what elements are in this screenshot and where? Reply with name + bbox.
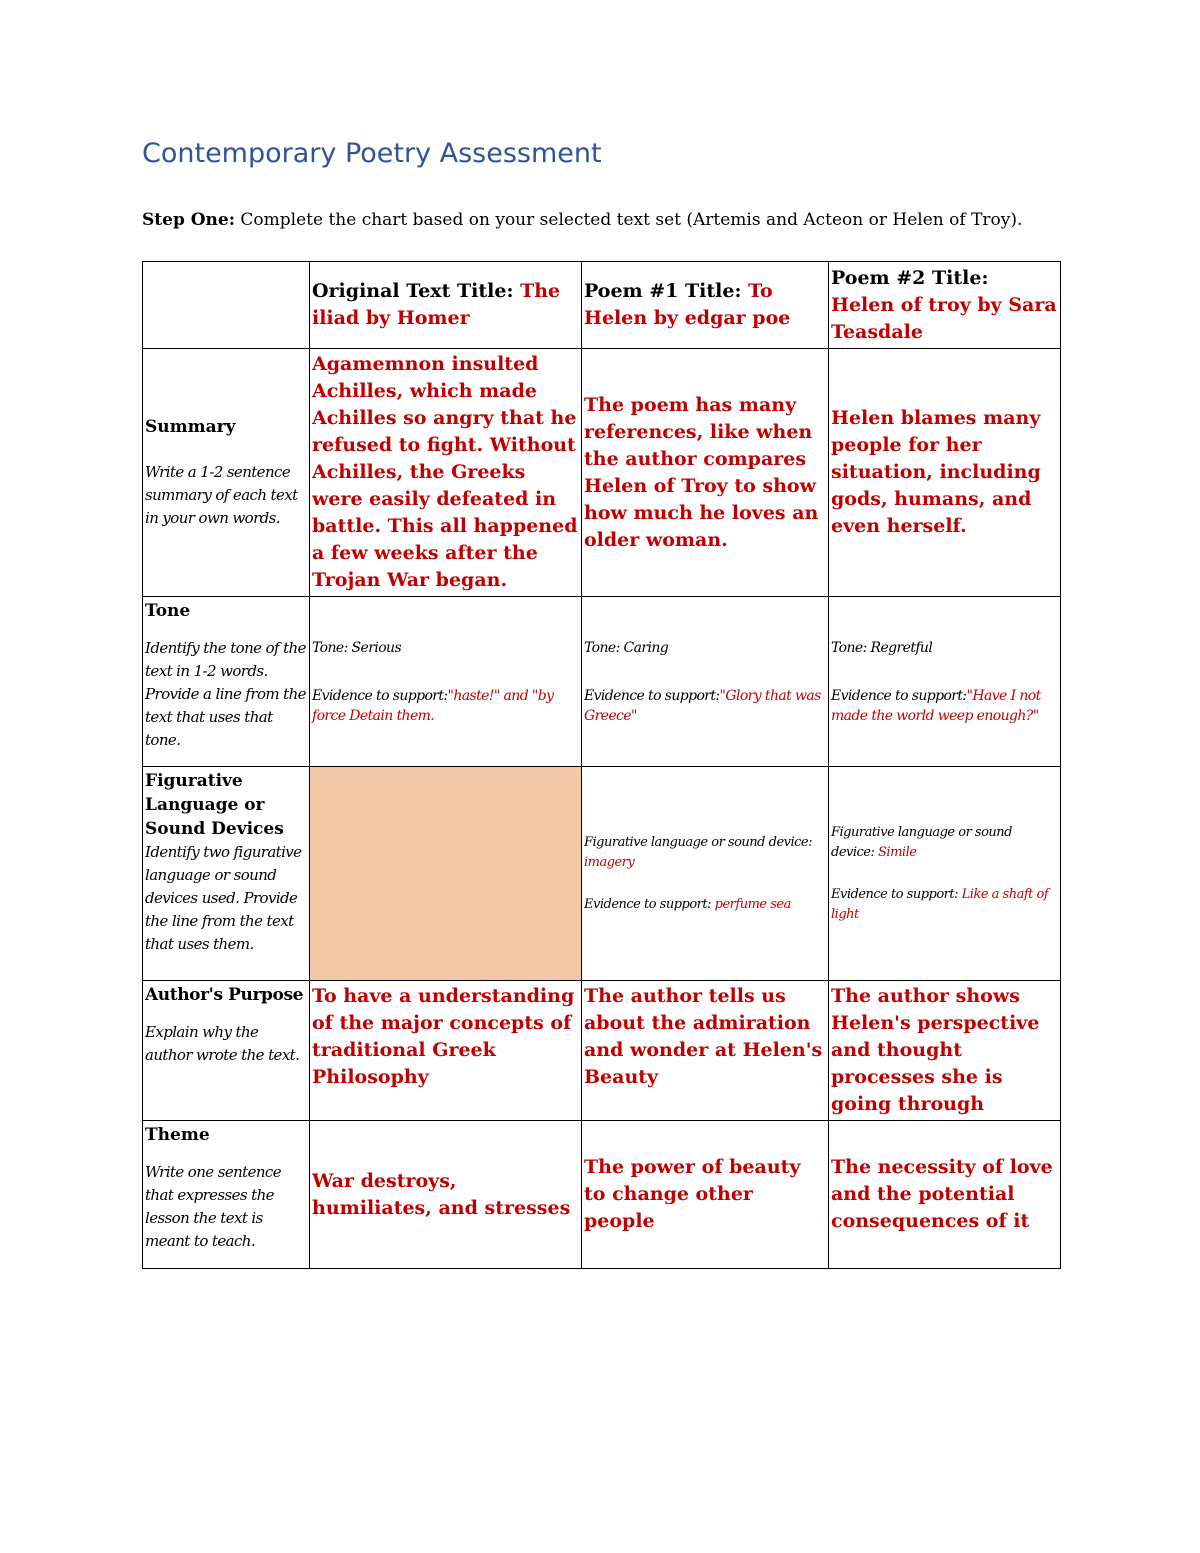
theme-desc: Write one sentence that expresses the lesson the text is meant to teach. bbox=[145, 1163, 281, 1250]
header-original-text: Original Text Title: The iliad by Homer bbox=[310, 262, 582, 349]
header-poem-2: Poem #2 Title: Helen of troy by Sara Teasdale bbox=[829, 262, 1061, 349]
summary-desc: Write a 1-2 sentence summary of each text in your own words. bbox=[145, 463, 298, 527]
summary-poem-2: Helen blames many people for her situation, including gods, humans, and even herself. bbox=[829, 349, 1061, 597]
figurative-poem-2: Figurative language or sound device: Simile Evidence to support: Like a shaft of light bbox=[829, 767, 1061, 981]
figurative-poem-1: Figurative language or sound device: imagery Evidence to support: perfume sea bbox=[582, 767, 829, 981]
figurative-original-shaded bbox=[310, 767, 582, 981]
page-title: Contemporary Poetry Assessment bbox=[142, 138, 602, 169]
figurative-row bbox=[143, 767, 1061, 981]
purpose-desc: Explain why the author wrote the text. bbox=[145, 1023, 300, 1064]
tone-poem-1: Tone: Caring Evidence to support:"Glory that was Greece" bbox=[582, 597, 829, 767]
figurative-label-cell bbox=[143, 767, 310, 981]
corner-cell bbox=[143, 262, 310, 349]
summary-label-cell bbox=[143, 349, 310, 597]
header-row bbox=[143, 262, 1061, 349]
summary-original: Agamemnon insulted Achilles, which made Achilles so angry that he refused to fight. Without Achilles, the Greeks were easily defeated in battle. This all happened a few weeks after the Trojan War began. bbox=[310, 349, 582, 597]
assessment-chart bbox=[142, 261, 1061, 1269]
instructions bbox=[142, 210, 1022, 230]
purpose-label: Author's Purpose bbox=[145, 985, 304, 1005]
theme-poem-1: The power of beauty to change other people bbox=[582, 1121, 829, 1269]
theme-original: War destroys, humiliates, and stresses bbox=[310, 1121, 582, 1269]
purpose-label-cell bbox=[143, 981, 310, 1121]
purpose-row bbox=[143, 981, 1061, 1121]
purpose-poem-2: The author shows Helen's perspective and thought processes she is going through bbox=[829, 981, 1061, 1121]
tone-desc: Identify the tone of the text in 1-2 words. Provide a line from the text that uses that tone. bbox=[145, 639, 306, 749]
figurative-desc: Identify two figurative language or sound devices used. Provide the line from the text that uses them. bbox=[145, 843, 302, 953]
summary-poem-1: The poem has many references, like when the author compares Helen of Troy to show how much he loves an older woman. bbox=[582, 349, 829, 597]
theme-row bbox=[143, 1121, 1061, 1269]
tone-original: Tone: Serious Evidence to support:"haste!" and "by force Detain them. bbox=[310, 597, 582, 767]
tone-poem-2: Tone: Regretful Evidence to support:"Have I not made the world weep enough?" bbox=[829, 597, 1061, 767]
step-text: Complete the chart based on your selected text set (Artemis and Acteon or Helen of Troy). bbox=[235, 210, 1023, 230]
tone-label-cell bbox=[143, 597, 310, 767]
tone-row bbox=[143, 597, 1061, 767]
purpose-original: To have a understanding of the major concepts of traditional Greek Philosophy bbox=[310, 981, 582, 1121]
step-label: Step One: bbox=[142, 210, 236, 230]
header-poem-1: Poem #1 Title: To Helen by edgar poe bbox=[582, 262, 829, 349]
summary-label: Summary bbox=[145, 417, 236, 437]
tone-label: Tone bbox=[145, 601, 191, 621]
theme-label-cell bbox=[143, 1121, 310, 1269]
figurative-label: Figurative Language or Sound Devices bbox=[145, 771, 284, 839]
theme-poem-2: The necessity of love and the potential consequences of it bbox=[829, 1121, 1061, 1269]
summary-row bbox=[143, 349, 1061, 597]
theme-label: Theme bbox=[145, 1125, 210, 1145]
purpose-poem-1: The author tells us about the admiration and wonder at Helen's Beauty bbox=[582, 981, 829, 1121]
